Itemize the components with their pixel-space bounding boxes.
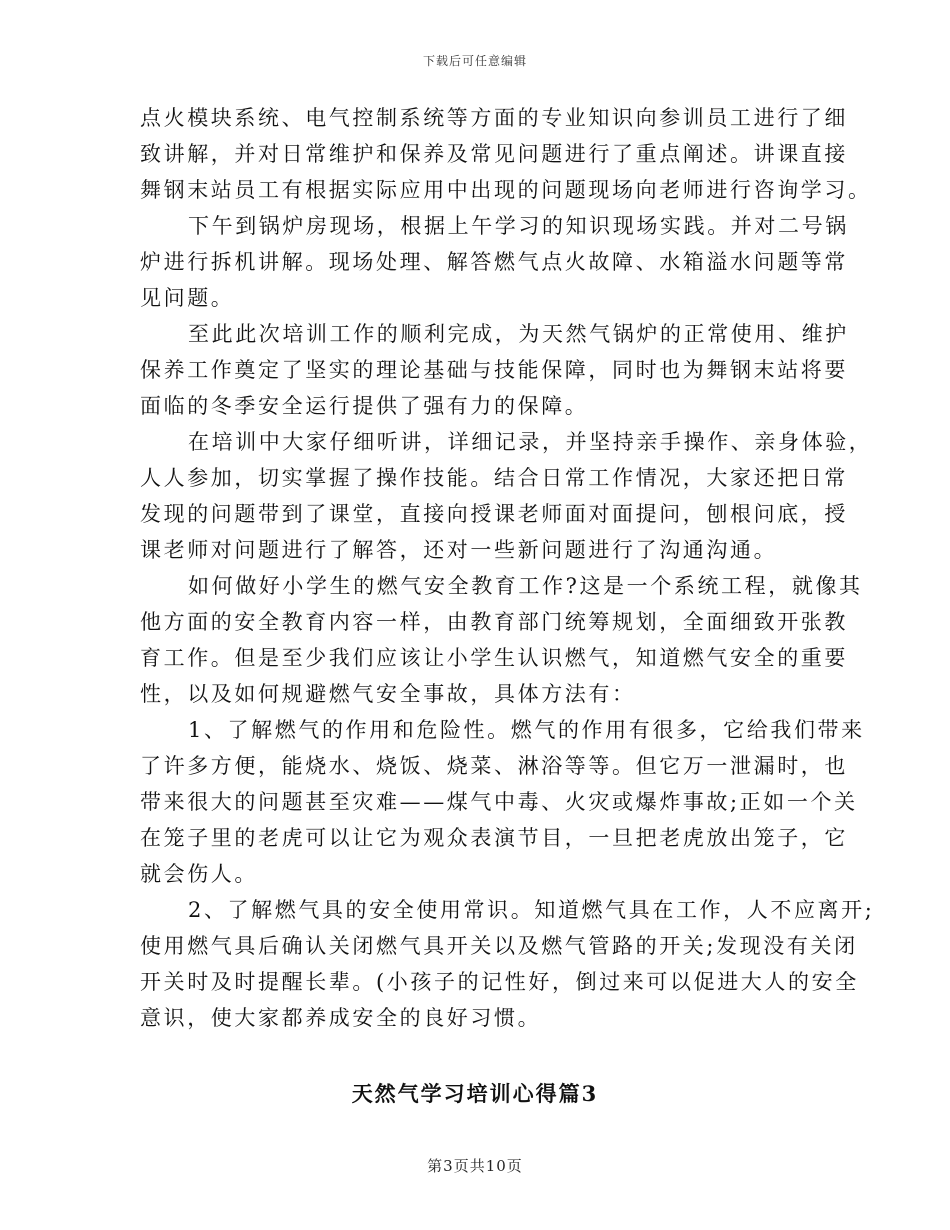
text-line: 就会伤人。 — [140, 862, 258, 886]
paragraph-first-line: 在培训中大家仔细听讲，详细记录，并坚持亲手操作、亲身体验， — [188, 430, 873, 454]
text-line: 面临的冬季安全运行提供了强有力的保障。 — [140, 394, 589, 418]
text-line: 人人参加，切实掌握了操作技能。结合日常工作情况，大家还把日常 — [140, 466, 848, 490]
text-line: 点火模块系统、电气控制系统等方面的专业知识向参训员工进行了细 — [140, 106, 848, 130]
header-note: 下载后可任意编辑 — [422, 54, 527, 68]
text-line: 致讲解，并对日常维护和保养及常见问题进行了重点阐述。讲课直接 — [140, 142, 848, 166]
text-line: 开关时及时提醒长辈。(小孩子的记性好，倒过来可以促进大人的安全 — [140, 970, 859, 994]
text-line: 带来很大的问题甚至灾难——煤气中毒、火灾或爆炸事故;正如一个关 — [140, 790, 858, 814]
text-line: 发现的问题带到了课堂，直接向授课老师面对面提问，刨根问底，授 — [140, 502, 848, 526]
paragraph-first-line: 2、了解燃气具的安全使用常识。知道燃气具在工作，人不应离开; — [188, 898, 875, 922]
paragraph-first-line: 至此此次培训工作的顺利完成，为天然气锅炉的正常使用、维护 — [188, 322, 849, 346]
paragraph-first-line: 1、了解燃气的作用和危险性。燃气的作用有很多，它给我们带来 — [188, 718, 865, 742]
paragraph-first-line: 下午到锅炉房现场，根据上午学习的知识现场实践。并对二号锅 — [188, 214, 849, 238]
text-line: 了许多方便，能烧水、烧饭、烧菜、淋浴等等。但它万一泄漏时，也 — [140, 754, 848, 778]
text-line: 在笼子里的老虎可以让它为观众表演节目，一旦把老虎放出笼子，它 — [140, 826, 848, 850]
text-line: 炉进行拆机讲解。现场处理、解答燃气点火故障、水箱溢水问题等常 — [140, 250, 848, 274]
text-line: 保养工作奠定了坚实的理论基础与技能保障，同时也为舞钢末站将要 — [140, 358, 848, 382]
text-line: 性，以及如何规避燃气安全事故，具体方法有： — [140, 682, 636, 706]
text-line: 育工作。但是至少我们应该让小学生认识燃气，知道燃气安全的重要 — [140, 646, 848, 670]
text-line: 意识，使大家都养成安全的良好习惯。 — [140, 1006, 542, 1030]
page-number: 第3页共10页 — [427, 1157, 523, 1175]
text-line: 课老师对问题进行了解答，还对一些新问题进行了沟通沟通。 — [140, 538, 778, 562]
text-line: 使用燃气具后确认关闭燃气具开关以及燃气管路的开关;发现没有关闭 — [140, 934, 858, 958]
body-text — [140, 100, 875, 1036]
text-line: 见问题。 — [140, 286, 235, 310]
text-line: 他方面的安全教育内容一样，由教育部门统筹规划，全面细致开张教 — [140, 610, 848, 634]
text-line: 舞钢末站员工有根据实际应用中出现的问题现场向老师进行咨询学习。 — [140, 178, 872, 202]
section-title: 天然气学习培训心得篇3 — [351, 1081, 599, 1106]
paragraph-first-line: 如何做好小学生的燃气安全教育工作?这是一个系统工程，就像其 — [188, 574, 863, 598]
